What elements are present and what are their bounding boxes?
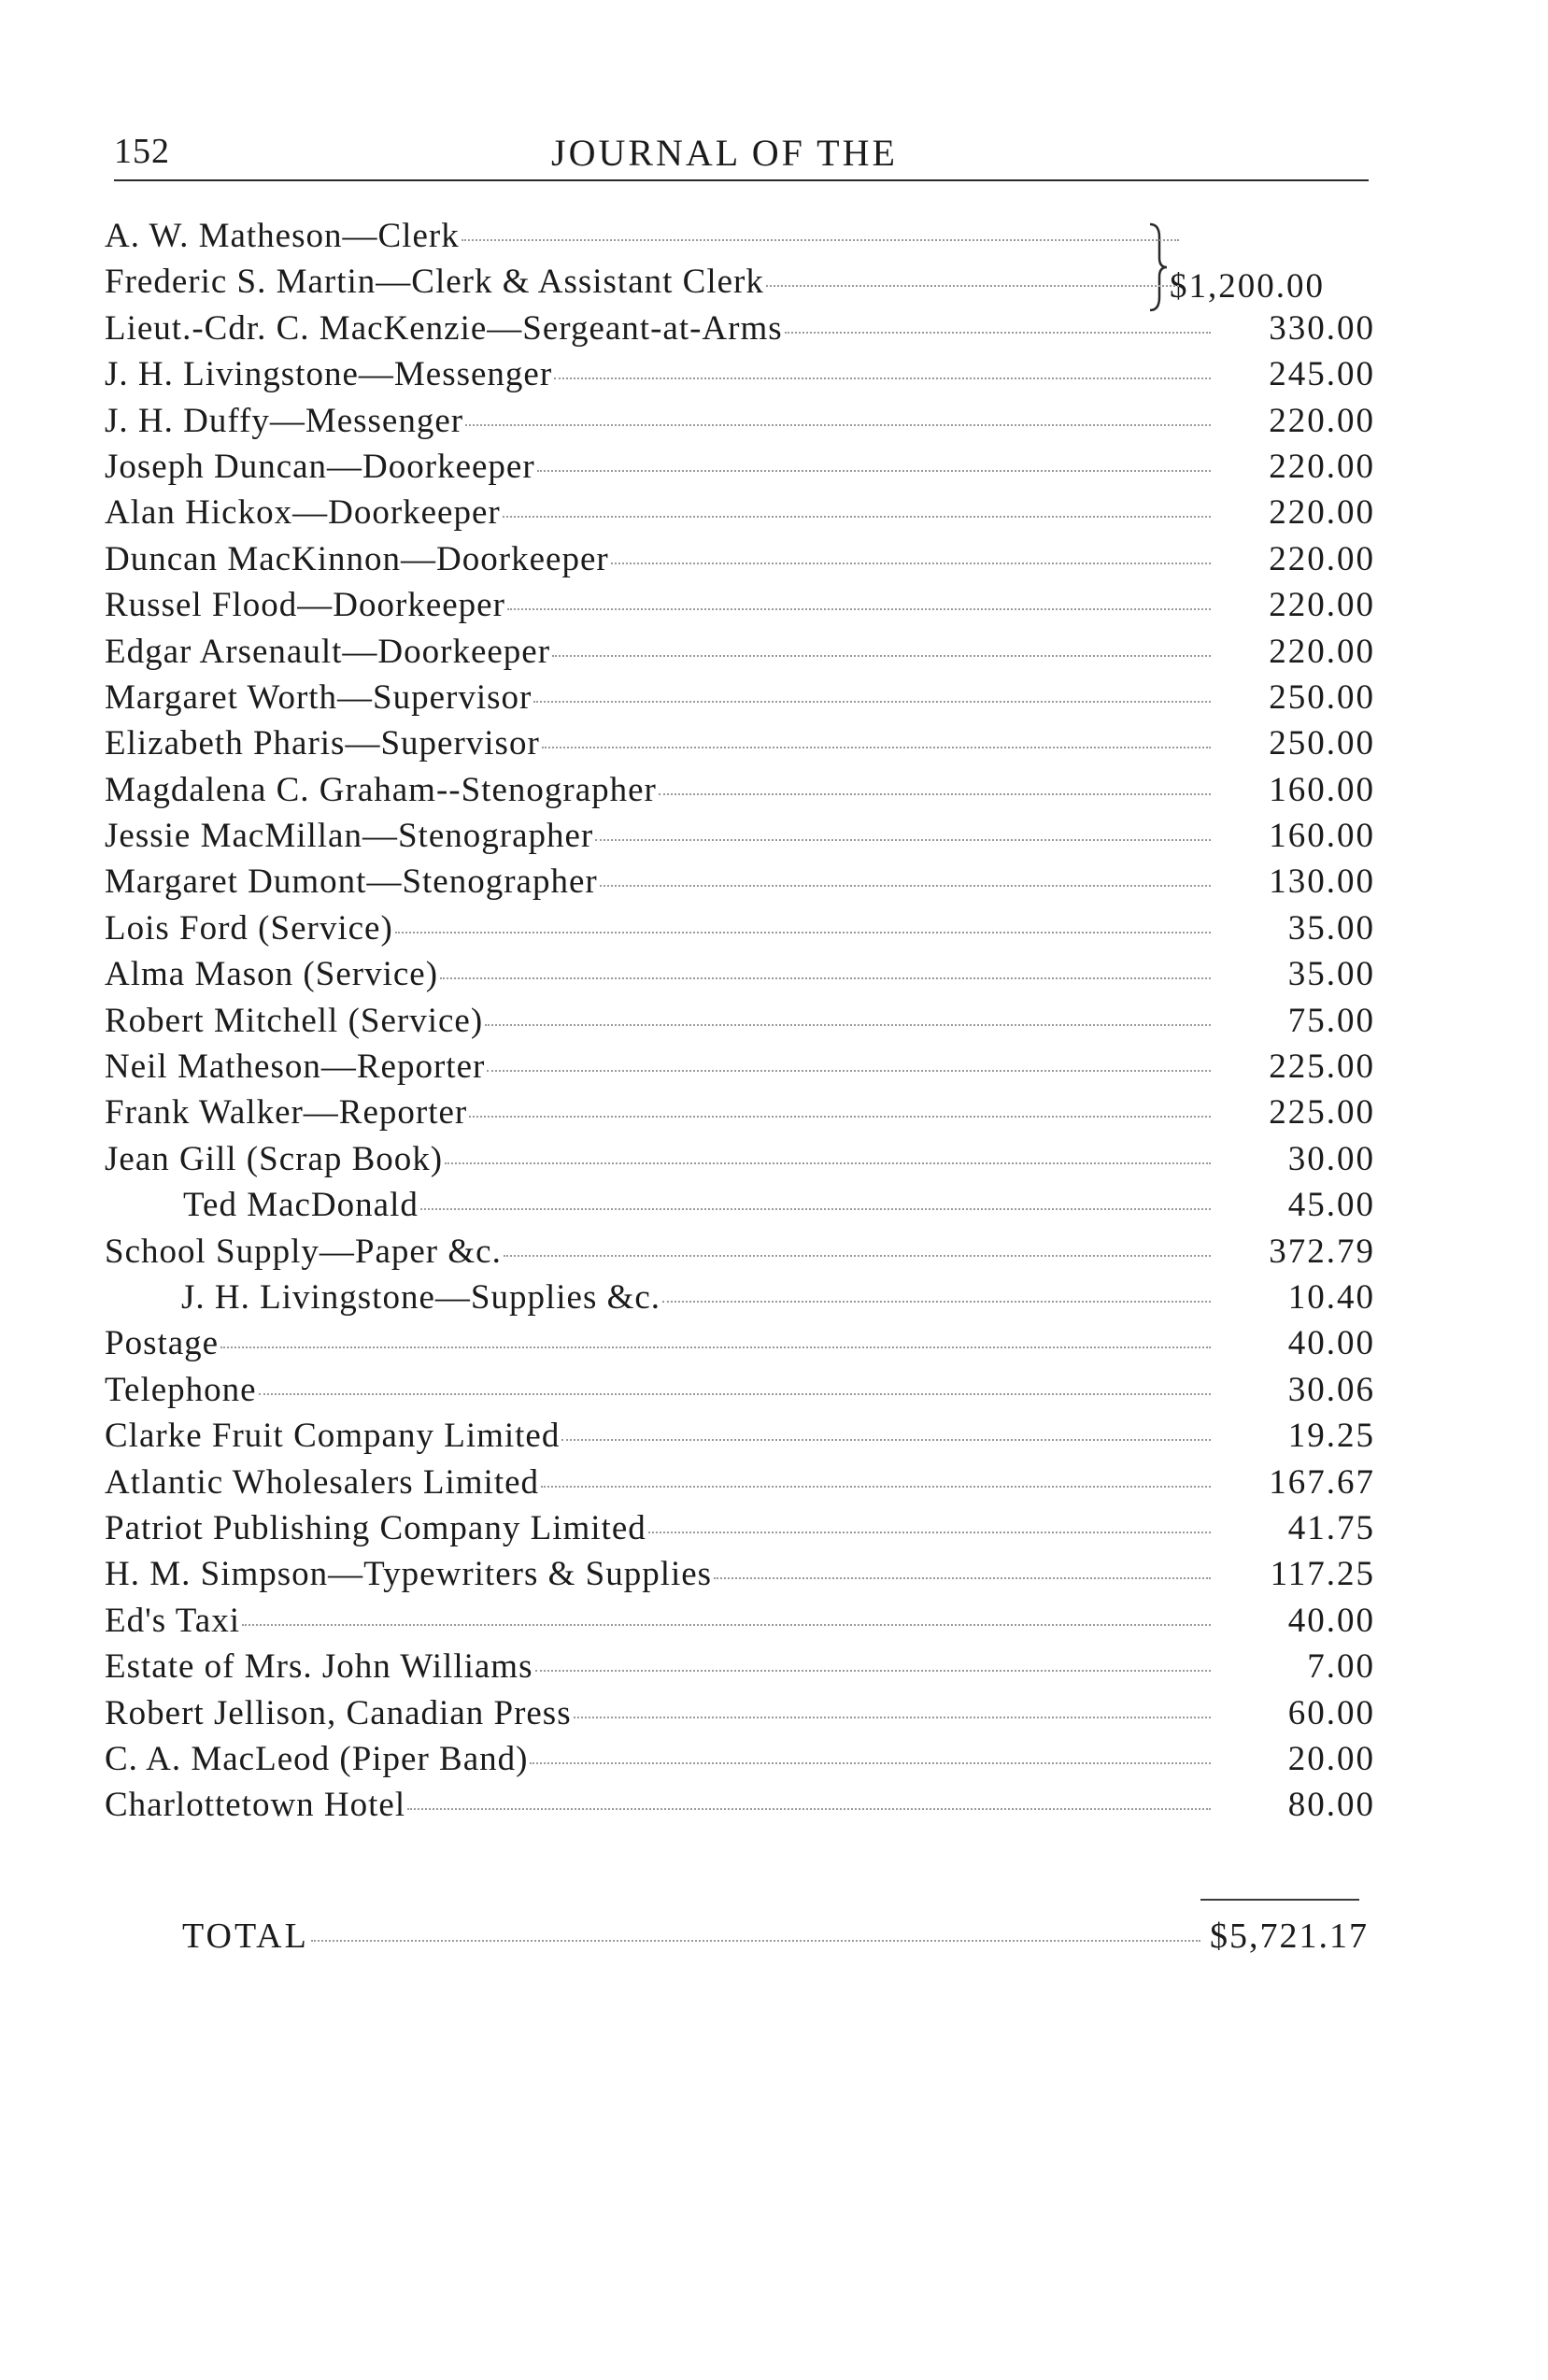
dot-leader	[407, 1808, 1211, 1810]
entry-name: H. M. Simpson—Typewriters & Supplies	[105, 1555, 713, 1594]
list-item	[105, 813, 1375, 859]
dot-leader	[465, 424, 1211, 426]
entry-amount: 160.00	[1269, 817, 1375, 856]
entry-name: J. H. Livingstone—Supplies &c.	[181, 1277, 661, 1317]
entry-name: Telephone	[105, 1370, 257, 1409]
entry-name: Estate of Mrs. John Williams	[105, 1647, 533, 1687]
dot-leader	[311, 1940, 1200, 1942]
dot-leader	[785, 332, 1211, 334]
list-item	[105, 1460, 1375, 1505]
entry-name: Elizabeth Pharis—Supervisor	[105, 724, 540, 763]
list-item	[105, 998, 1375, 1044]
list-item	[105, 1090, 1375, 1135]
dot-leader	[504, 1255, 1211, 1257]
list-item	[105, 675, 1375, 720]
list-item	[105, 1736, 1375, 1782]
entry-name: Atlantic Wholesalers Limited	[105, 1462, 540, 1502]
list-item	[105, 351, 1375, 397]
list-item	[105, 905, 1375, 951]
entry-amount: 35.00	[1287, 955, 1375, 994]
list-item	[105, 1182, 1375, 1228]
entry-amount: 220.00	[1269, 632, 1375, 671]
dot-leader	[420, 1208, 1211, 1210]
entry-amount: 30.06	[1287, 1370, 1375, 1409]
list-item	[105, 1598, 1375, 1644]
entry-amount: 130.00	[1269, 862, 1375, 902]
entry-amount: 225.00	[1269, 1047, 1375, 1087]
entry-name: Magdalena C. Graham--Stenographer	[105, 770, 657, 809]
entry-amount: 10.40	[1287, 1277, 1375, 1317]
entry-name: J. H. Livingstone—Messenger	[105, 355, 553, 394]
list-item	[105, 767, 1375, 813]
page-header	[114, 123, 1369, 181]
entry-name: Robert Jellison, Canadian Press	[105, 1693, 572, 1732]
entry-name: Margaret Worth—Supervisor	[105, 677, 533, 717]
list-item	[105, 629, 1375, 675]
entry-amount: 60.00	[1287, 1693, 1375, 1732]
expense-list	[105, 213, 1375, 1829]
list-item	[105, 582, 1375, 628]
dot-leader	[561, 1439, 1211, 1441]
dot-leader	[485, 1024, 1211, 1026]
entry-name: Charlottetown Hotel	[105, 1786, 406, 1825]
entry-amount: 220.00	[1269, 447, 1375, 486]
entry-amount: 372.79	[1269, 1232, 1375, 1271]
dot-leader	[662, 1301, 1211, 1303]
list-item	[105, 259, 1375, 305]
list-item	[105, 1229, 1375, 1275]
dot-leader	[220, 1347, 1211, 1348]
list-item	[105, 306, 1375, 351]
entry-amount: 20.00	[1287, 1739, 1375, 1778]
entry-amount: 220.00	[1269, 493, 1375, 533]
entry-name: C. A. MacLeod (Piper Band)	[105, 1739, 529, 1778]
dot-leader	[648, 1532, 1211, 1533]
list-item	[105, 490, 1375, 535]
entry-name: Duncan MacKinnon—Doorkeeper	[105, 539, 609, 578]
list-item	[105, 1136, 1375, 1182]
dot-leader	[541, 1486, 1211, 1488]
entry-name: Frederic S. Martin—Clerk & Assistant Clerk	[105, 263, 764, 302]
entry-name: Russel Flood—Doorkeeper	[105, 586, 505, 625]
dot-leader	[552, 655, 1211, 657]
dot-leader	[535, 1670, 1212, 1672]
entry-name: Neil Matheson—Reporter	[105, 1047, 486, 1087]
entry-amount: 220.00	[1269, 401, 1375, 440]
entry-amount: 167.67	[1269, 1462, 1375, 1502]
entry-amount: 330.00	[1269, 308, 1375, 348]
page-number: 152	[114, 132, 170, 171]
dot-leader	[595, 839, 1211, 841]
dot-leader	[503, 516, 1211, 518]
dot-leader	[259, 1393, 1211, 1395]
entry-name: Joseph Duncan—Doorkeeper	[105, 447, 535, 486]
entry-amount: 225.00	[1269, 1093, 1375, 1133]
entry-name: Jean Gill (Scrap Book)	[105, 1139, 444, 1178]
entry-name: School Supply—Paper &c.	[105, 1232, 502, 1271]
list-item	[105, 1505, 1375, 1551]
entry-amount: 45.00	[1287, 1186, 1375, 1225]
dot-leader	[714, 1577, 1211, 1579]
list-item	[105, 1275, 1375, 1320]
entry-amount: 250.00	[1269, 724, 1375, 763]
entry-name: Edgar Arsenault—Doorkeeper	[105, 632, 551, 671]
entry-name: Ed's Taxi	[105, 1601, 240, 1640]
entry-amount: 250.00	[1269, 677, 1375, 717]
list-item	[105, 1782, 1375, 1828]
entry-amount: 245.00	[1269, 355, 1375, 394]
list-item	[105, 1644, 1375, 1689]
entry-amount: 80.00	[1287, 1786, 1375, 1825]
list-item	[105, 951, 1375, 997]
entry-amount: 35.00	[1287, 908, 1375, 948]
entry-amount: 40.00	[1287, 1601, 1375, 1640]
entry-amount: 7.00	[1307, 1647, 1375, 1687]
entry-name: Clarke Fruit Company Limited	[105, 1417, 561, 1456]
entry-amount: 220.00	[1269, 539, 1375, 578]
entry-name: Margaret Dumont—Stenographer	[105, 862, 598, 902]
list-item	[105, 1320, 1375, 1366]
dot-leader	[530, 1762, 1211, 1764]
entry-name: Robert Mitchell (Service)	[105, 1001, 484, 1040]
dot-leader	[533, 701, 1211, 703]
list-item	[105, 1551, 1375, 1597]
list-item	[105, 1044, 1375, 1090]
dot-leader	[600, 885, 1211, 887]
entry-amount: 40.00	[1287, 1324, 1375, 1363]
entry-amount: 160.00	[1269, 770, 1375, 809]
dot-leader	[487, 1070, 1211, 1072]
list-item	[105, 1367, 1375, 1413]
entry-name: Alma Mason (Service)	[105, 955, 439, 994]
sum-rule	[1200, 1899, 1359, 1901]
entry-name: A. W. Matheson—Clerk	[105, 217, 460, 255]
list-item	[105, 213, 1375, 259]
dot-leader	[440, 977, 1211, 979]
list-item	[105, 859, 1375, 905]
entry-amount: 75.00	[1287, 1001, 1375, 1040]
entry-amount: 30.00	[1287, 1139, 1375, 1178]
list-item	[105, 398, 1375, 444]
dot-leader	[554, 378, 1211, 379]
entry-name: Ted MacDonald	[183, 1186, 419, 1225]
dot-leader	[469, 1116, 1211, 1118]
list-item	[105, 444, 1375, 490]
list-item	[105, 1690, 1375, 1736]
entry-name: Frank Walker—Reporter	[105, 1093, 468, 1133]
dot-leader	[462, 239, 1179, 241]
entry-amount: 117.25	[1270, 1555, 1375, 1594]
list-item	[105, 1413, 1375, 1459]
dot-leader	[542, 747, 1211, 748]
dot-leader	[395, 932, 1211, 933]
list-item	[105, 536, 1375, 582]
total-amount: $5,721.17	[1210, 1917, 1369, 1956]
entry-amount: 220.00	[1269, 586, 1375, 625]
total-label: TOTAL	[182, 1917, 309, 1956]
dot-leader	[574, 1717, 1211, 1718]
entry-name: Postage	[105, 1324, 220, 1363]
dot-leader	[766, 285, 1179, 287]
dot-leader	[445, 1162, 1211, 1164]
entry-name: Lieut.-Cdr. C. MacKenzie—Sergeant-at-Arms	[105, 308, 783, 348]
dot-leader	[242, 1624, 1211, 1626]
dot-leader	[507, 608, 1211, 610]
bracketed-amount: $1,200.00	[1170, 267, 1325, 306]
entry-name: Patriot Publishing Company Limited	[105, 1508, 646, 1547]
running-title: JOURNAL OF THE	[551, 132, 898, 174]
entry-name: Lois Ford (Service)	[105, 908, 393, 948]
dot-leader	[537, 470, 1211, 472]
dot-leader	[611, 563, 1211, 564]
list-item	[105, 720, 1375, 766]
entry-amount: 41.75	[1287, 1508, 1375, 1547]
total-row	[182, 1916, 1369, 1957]
entry-amount: 19.25	[1287, 1417, 1375, 1456]
entry-name: Jessie MacMillan—Stenographer	[105, 817, 594, 856]
entry-name: Alan Hickox—Doorkeeper	[105, 493, 501, 533]
entry-name: J. H. Duffy—Messenger	[105, 401, 464, 440]
dot-leader	[659, 793, 1211, 795]
